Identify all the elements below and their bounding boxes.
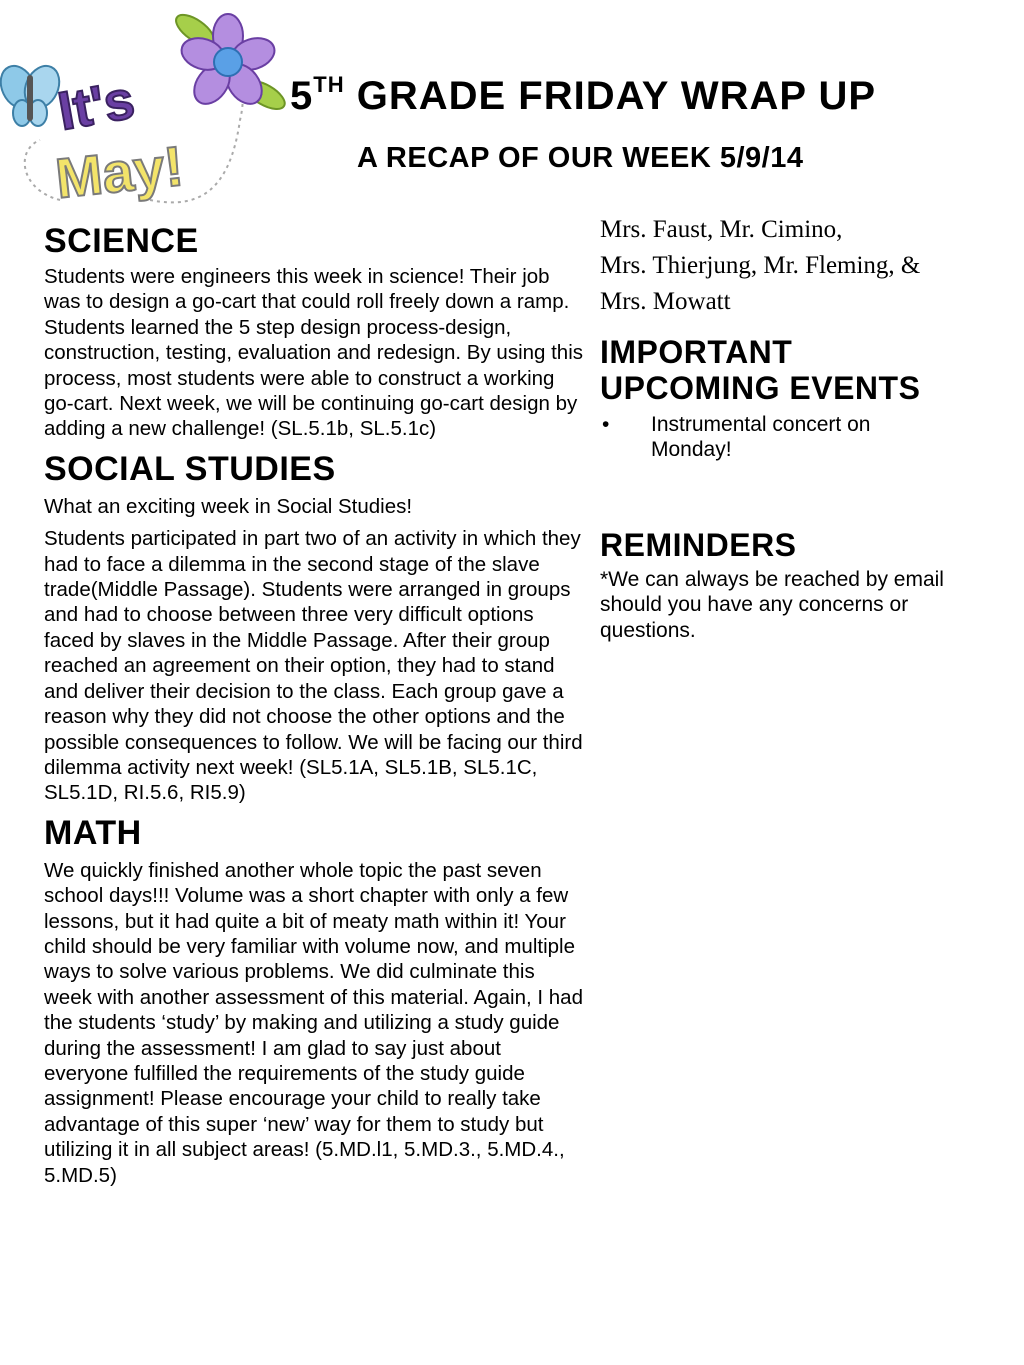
page-subtitle: A RECAP OF OUR WEEK 5/9/14 <box>357 142 804 174</box>
social-studies-heading: SOCIAL STUDIES <box>44 449 336 488</box>
title-superscript: TH <box>313 72 345 97</box>
science-heading: SCIENCE <box>44 222 199 260</box>
teachers-line-3: Mrs. Mowatt <box>600 288 731 315</box>
reminders-text: *We can always be reached by email should you have any concerns or questions. <box>600 567 944 642</box>
reminders-heading: REMINDERS <box>600 526 797 563</box>
events-heading-line-2: UPCOMING EVENTS <box>600 370 921 406</box>
science-section <box>44 222 584 442</box>
teachers-line-2: Mrs. Thierjung, Mr. Fleming, & <box>600 252 921 279</box>
teachers-line-1: Mrs. Faust, Mr. Cimino, <box>600 216 843 243</box>
list-item <box>600 412 951 463</box>
events-heading <box>600 334 1010 406</box>
teacher-names <box>600 212 1010 320</box>
page-title <box>290 72 1010 118</box>
math-heading: MATH <box>44 813 142 852</box>
social-studies-section <box>44 450 584 806</box>
bullet-icon: • <box>602 413 610 436</box>
title-number: 5 <box>290 74 314 118</box>
its-may-graphic <box>0 0 300 222</box>
may-text: May! <box>52 133 187 210</box>
event-text: Instrumental concert on Monday! <box>651 413 871 462</box>
left-column <box>44 222 584 1188</box>
math-text: We quickly finished another whole topic the past seven school days!!! Volume was a short chapter with only a few lessons, but it had quite a bit of meaty math within it! Your child should be very familiar with volume now, and multiple ways to solve various problems. We did culminate this week with another assessment of this material. Again, I had the students ‘study’ by making and utilizing a study guide during the assessment! I am glad to say just about everyone fulfilled the requirements of the study guide assignment! Please encourage your child to really take advantage of this super ‘new’ way for them to study but utilizing it in all subject areas! (5.MD.l1, 5.MD.3., 5.MD.4., 5.MD.5) <box>44 858 583 1187</box>
social-studies-intro: What an exciting week in Social Studies! <box>44 494 413 518</box>
math-section <box>44 814 584 1188</box>
its-text: It's <box>53 69 139 142</box>
events-list <box>600 412 1010 463</box>
its-may-logo <box>0 0 300 222</box>
title-text: GRADE FRIDAY WRAP UP <box>356 74 877 118</box>
right-column <box>600 212 1010 643</box>
science-text: Students were engineers this week in science! Their job was to design a go-cart that could roll freely down a ramp. Students learned the 5 step design process-design, construction, testing, evaluation and redesign. By using this process, most students were able to construct a working go-cart. Next week, we will be continuing go-cart design by adding a new challenge! (SL.5.1b, SL.5.1c) <box>44 265 584 441</box>
social-studies-text: Students participated in part two of an activity in which they had to face a dilemma in the second stage of the slave trade(Middle Passage). Students were arranged in groups and had to choose between three very difficult options faced by slaves in the Middle Passage. After their group reached an agreement on their option, they had to stand and deliver their decision to the class. Each group gave a reason why they did not choose the other options and the possible consequences to follow. We will be facing our third dilemma activity next week! (SL5.1A, SL5.1B, SL5.1C, SL5.1D, RI.5.6, RI5.9) <box>44 527 583 805</box>
events-heading-line-1: IMPORTANT <box>600 334 793 370</box>
